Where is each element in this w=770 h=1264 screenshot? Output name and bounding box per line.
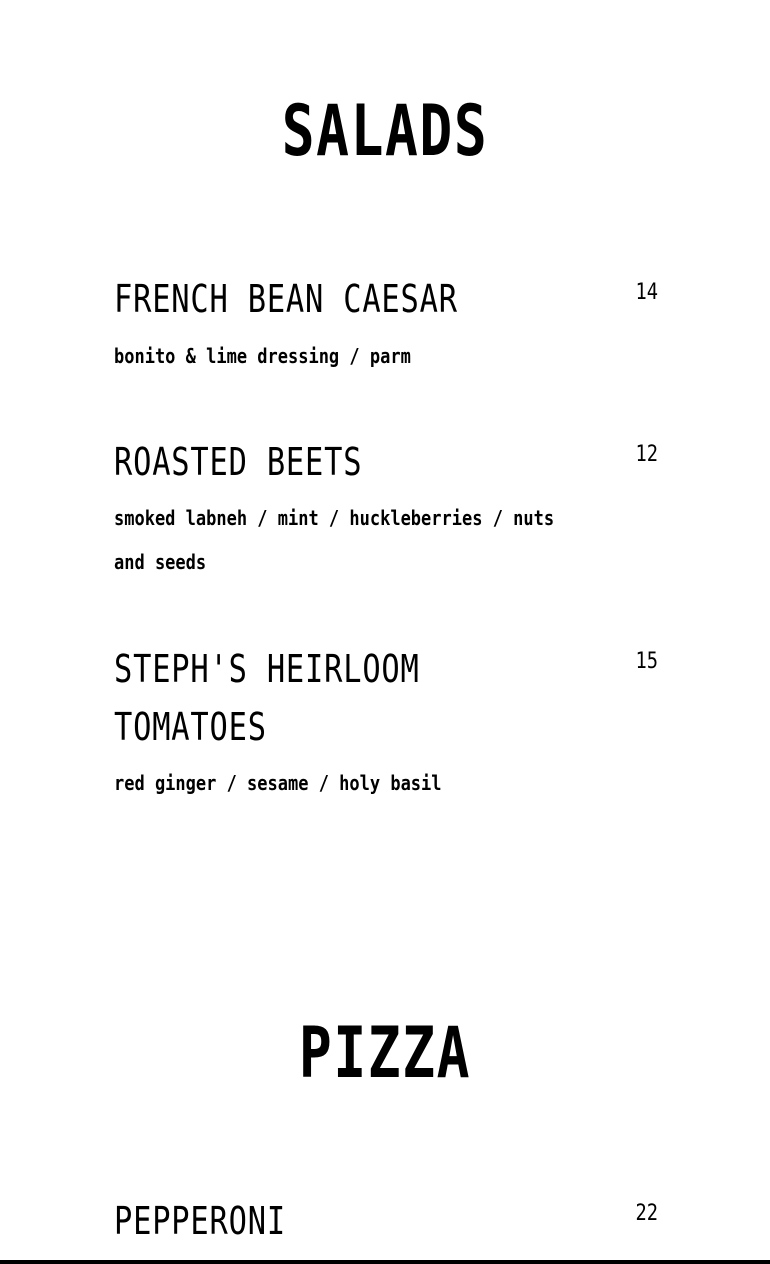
item-name: ROASTED BEETS (114, 440, 363, 484)
item-name: FRENCH BEAN CAESAR (114, 277, 458, 321)
item-description: bonito & lime dressing / parm (114, 344, 411, 368)
item-description: red ginger / sesame / holy basil (114, 771, 442, 795)
item-name: STEPH'S HEIRLOOM TOMATOES (114, 647, 420, 749)
item-name: PEPPERONI (114, 1199, 286, 1243)
item-price: 12 (635, 442, 658, 467)
item-description: smoked labneh / mint / huckleberries / nuts and seeds (114, 506, 555, 574)
bottom-divider (0, 1260, 770, 1264)
item-price: 15 (635, 649, 658, 674)
section-title-salads: SALADS (281, 90, 489, 172)
item-price: 22 (635, 1201, 658, 1226)
section-title-pizza: PIZZA (298, 1012, 472, 1094)
item-price: 14 (635, 280, 658, 305)
